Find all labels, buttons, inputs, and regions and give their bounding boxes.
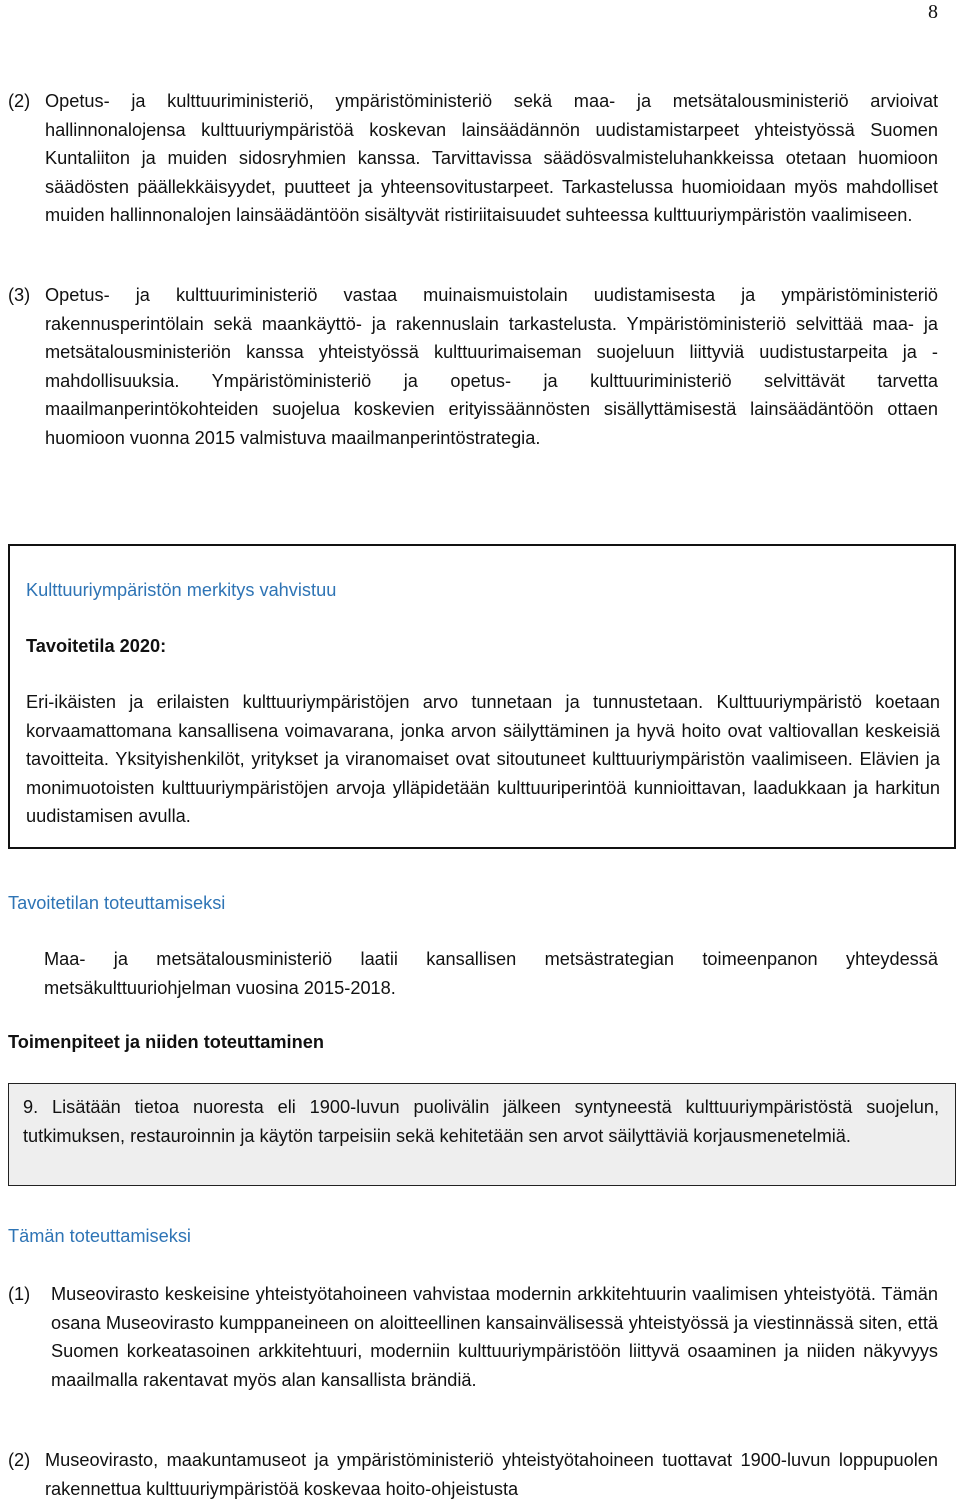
- paragraph-number: (1): [8, 1284, 31, 1304]
- measures-heading: Toimenpiteet ja niiden toteuttaminen: [8, 1032, 324, 1052]
- goal-subtitle: Tavoitetila 2020:: [26, 636, 167, 656]
- page-number: 8: [928, 1, 938, 23]
- paragraph-text: Opetus- ja kulttuuriministeriö vastaa muinaismuistolain uudistamisesta ja ympäristöministeriö rakennusperintölain sekä maankäyttö- ja rakennuslain tarkastelusta. Ympäristöministeriö selvittää maa- ja metsätalousministeriön kanssa yhteistyössä kulttuurimaiseman suojeluun liittyviä uudistustarpeita ja -mahdollisuuksia. Ympäristöministeriö ja opetus- ja kulttuuriministeriö selvittävät tarvetta maailmanperintökohteiden suojelua koskevien erityissäännösten sisällyttämisestä lainsäädäntöön ottaen huomioon vuonna 2015 valmistuva maailmanperintöstrategia.: [45, 285, 938, 448]
- intro-paragraph-3: [8, 281, 938, 453]
- goal-text: Eri-ikäisten ja erilaisten kulttuuriympäristöjen arvo tunnetaan ja tunnustetaan. Kulttuuriympäristö koetaan korvaamattomana kansallisena voimavarana, jonka arvon säilyttäminen ja hyvä hoito ovat valtiovallan keskeisiä tavoitteita. Yksityishenkilöt, yritykset ja viranomaiset ovat sitoutuneet kulttuuriympäristön vaalimiseen. Elävien ja monimuotoisten kulttuuriympäristöjen arvoja ylläpidetään kulttuuriperintöä kunnioittavan, laadukkaan ja harkitun uudistamisen avulla.: [26, 692, 940, 827]
- realization-heading: Tavoitetilan toteuttamiseksi: [8, 893, 226, 913]
- implementation-paragraph-2: [8, 1446, 938, 1503]
- paragraph-number: (2): [8, 91, 31, 111]
- measure-text: 9. Lisätään tietoa nuoresta eli 1900-luvun puolivälin jälkeen syntyneestä kulttuuriympäristöstä suojelun, tutkimuksen, restauroinnin ja käytön tarpeisiin sekä kehitetään sen arvot säilyttäviä korjausmenetelmiä.: [23, 1097, 939, 1146]
- paragraph-text: Museovirasto keskeisine yhteistyötahoineen vahvistaa modernin arkkitehtuurin vaalimisen yhteistyötä. Tämän osana Museovirasto kumppaneineen on aloitteellinen kansainvälisessä yhteistyössä ja viestinnässä siten, että Suomen korkeatasoinen arkkitehtuuri, moderniin kulttuuriympäristöön liittyvä osaaminen ja niiden näkyvyys maailmalla rakentavat myös alan kansallista brändiä.: [51, 1284, 938, 1390]
- goal-box: [8, 544, 956, 849]
- implementation-heading: Tämän toteuttamiseksi: [8, 1226, 191, 1246]
- paragraph-number: (2): [8, 1450, 31, 1470]
- paragraph-text: Museovirasto, maakuntamuseot ja ympäristöministeriö yhteistyötahoineen tuottavat 1900-luvun loppupuolen rakennettua kulttuuriympäristöä koskevaa hoito-ohjeistusta: [45, 1450, 938, 1499]
- implementation-paragraph-1: [8, 1280, 938, 1394]
- paragraph-text: Opetus- ja kulttuuriministeriö, ympäristöministeriö sekä maa- ja metsätalousministeriö arvioivat hallinnonalojensa kulttuuriympäristöä koskevan lainsäädännön uudistamistarpeet yhteistyössä Suomen Kuntaliiton ja muiden sidosryhmien kanssa. Tarvittavissa säädösvalmisteluhankkeissa otetaan huomioon säädösten päällekkäisyydet, puutteet ja yhteensovitustarpeet. Tarkastelussa huomioidaan myös mahdolliset muiden hallinnonalojen lainsäädäntöön sisältyvät ristiriitaisuudet suhteessa kulttuuriympäristön vaalimiseen.: [45, 91, 938, 226]
- goal-title: Kulttuuriympäristön merkitys vahvistuu: [26, 580, 337, 600]
- paragraph-number: (3): [8, 285, 31, 305]
- realization-text: Maa- ja metsätalousministeriö laatii kansallisen metsästrategian toimeenpanon yhteydessä metsäkulttuuriohjelman vuosina 2015-2018.: [44, 949, 938, 998]
- measure-box: [8, 1083, 956, 1186]
- intro-paragraph-2: [8, 87, 938, 230]
